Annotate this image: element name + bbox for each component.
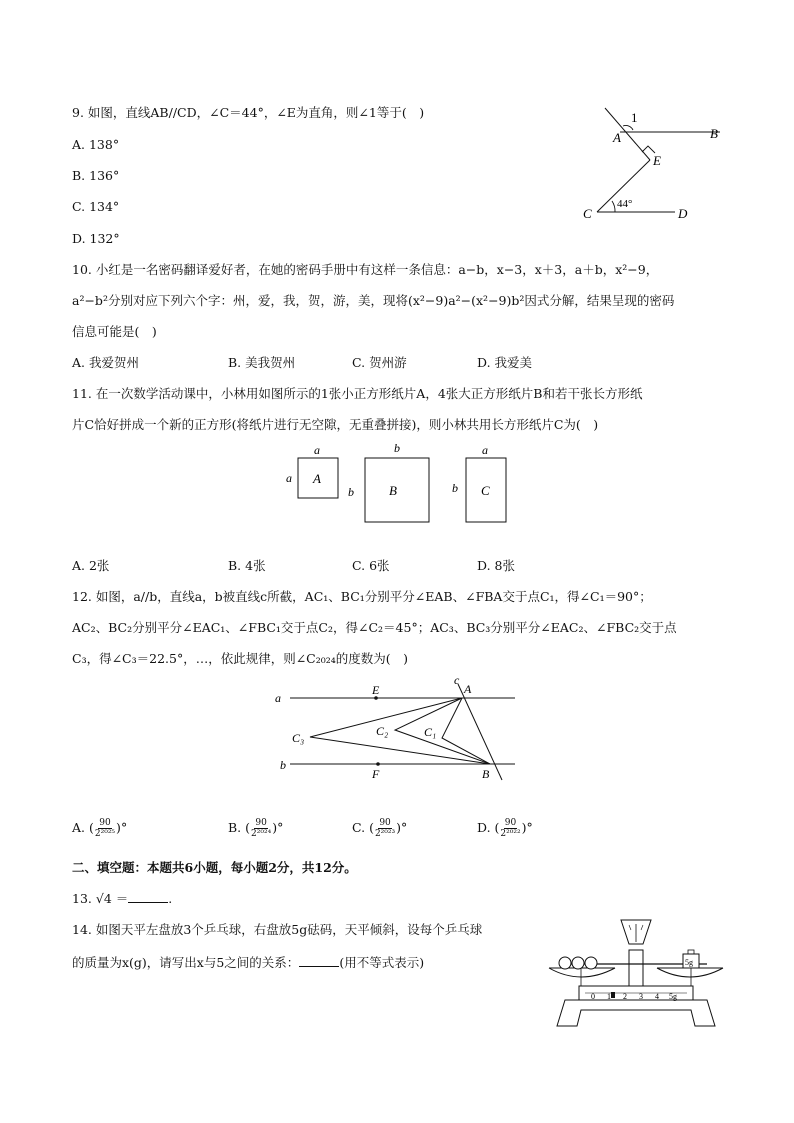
q9-option-d: D. 132° [72,231,120,246]
q9-label-c: C [583,206,592,221]
q12-line-2: AC₂、BC₂分别平分∠EAC₁、∠FBC₁交于点C₂，得∠C₂＝45°；AC₃、BC₃分别平分∠EAC₂、∠FBC₂交于点 [72,620,677,635]
q12-option-a-unit: ° [120,820,128,835]
q12-line-3: C₃，得∠C₃＝22.5°，…，依此规律，则∠C₂₀₂₄的度数为( ) [72,651,409,666]
q11-label-a-top: a [314,443,320,457]
q11-label-a-side: a [286,471,292,485]
q13-answer-blank[interactable] [128,890,168,903]
q12-figure [270,672,530,784]
q13-prefix: 13. [72,891,96,906]
q10-option-a: A. 我爱贺州 [72,355,139,370]
q12-option-d: D. ( $\frac{90}{\text{2²⁰²²}}$ )° [477,818,533,839]
q12-label-C1: C₁ [424,725,437,739]
q10-option-b: B. 美我贺州 [228,355,296,370]
q11-option-c: C. 6张 [352,558,390,573]
q12-option-b: B. ( $\frac{90}{\text{2²⁰²⁴}}$ )° [228,818,284,839]
q12-label-C2: C₂ [376,724,389,738]
q10-line-1: 10. 小红是一名密码翻译爱好者，在她的密码手册中有这样一条信息：a−b，x−3，x＋3，a＋b，x²−9， [72,262,659,277]
q11-line-2: 片C恰好拼成一个新的正方形(将纸片进行无空隙，无重叠拼接)，则小林共用长方形纸片C为( ) [72,417,599,432]
q12-option-a-num: 90 [99,818,111,828]
q14-answer-blank[interactable] [299,954,339,967]
q14-scale-2: 2 [623,992,627,1001]
q12-option-d-fraction [499,818,521,839]
q9-option-a: A. 138° [72,137,120,152]
q13-line [72,890,172,908]
q11-label-b-side: b [348,485,354,499]
q12-option-d-num: 90 [504,818,517,828]
q11-label-A: A [313,471,321,486]
q9-option-b: B. 136° [72,168,120,183]
q12-label-E: E [372,683,380,697]
q9-label-b: B [710,126,718,141]
q14-scale-4: 4 [655,992,659,1001]
q12-option-a-letter: A. [72,820,86,835]
q14-scale-0: 0 [591,992,595,1001]
q12-option-c-den: 2²⁰²³ [374,829,396,839]
q12-option-b-letter: B. [228,820,242,835]
q9-figure [575,100,725,225]
q9-label-e: E [653,153,661,168]
q10-line-2: a²−b²分别对应下列六个字：州，爱，我，贺，游，美，现将(x²−9)a²−(x²−9)b²因式分解，结果呈现的密码 [72,293,675,308]
q12-option-d-den: 2²⁰²² [500,829,521,839]
q11-label-c-side: b [452,481,458,495]
q10-option-d: D. 我爱美 [477,355,533,370]
q10-option-c: C. 贺州游 [352,355,407,370]
q12-label-c: c [454,673,460,687]
q12-option-a-den: 2²⁰²⁵ [94,829,116,839]
q12-line-1: 12. 如图，a//b，直线a，b被直线c所截，AC₁、BC₁分别平分∠EAB、∠FBA交于点C₁，得∠C₁＝90°； [72,589,652,604]
q11-option-d: D. 8张 [477,558,515,573]
q9-option-c: C. 134° [72,199,120,214]
q14-line-2-b: (用不等式表示) [339,955,425,970]
q11-line-1: 11. 在一次数学活动课中，小林用如图所示的1张小正方形纸片A，4张大正方形纸片B和若干张长方形纸 [72,386,643,401]
section-2-heading: 二、填空题：本题共6小题，每小题2分，共12分。 [72,860,357,875]
q14-scale-1: 1 [607,992,611,1001]
q14-weight-label: 5g [685,958,693,967]
q12-option-c: C. ( $\frac{90}{\text{2²⁰²³}}$ )° [352,818,408,839]
q12-option-c-letter: C. [352,820,366,835]
q12-option-c-unit: ° [401,820,408,835]
q12-option-c-num: 90 [379,818,391,828]
q12-option-b-den: 2²⁰²⁴ [251,829,272,839]
q9-text: 9. 如图，直线AB//CD，∠C＝44°，∠E为直角，则∠1等于( ) [72,105,425,120]
q12-option-c-fraction [374,818,396,839]
q14-scale-3: 3 [639,992,643,1001]
q13-expression: √4 ＝ [95,891,129,906]
q12-option-b-unit: ° [277,820,284,835]
q9-angle-label: 44° [617,198,633,210]
q12-label-C3: C₃ [292,731,305,745]
q11-figure [280,440,520,530]
q9-label-a: A [613,130,621,145]
q12-option-a: A. ( $\frac{90}{\text{2²⁰²⁵}}$ )° [72,818,128,839]
q12-option-b-fraction [250,818,272,839]
q9-label-1: 1 [631,110,638,125]
q11-label-B: B [389,483,397,498]
q14-line-2 [72,954,424,972]
q11-option-a: A. 2张 [72,558,110,573]
q14-scale-5g: 5g [669,992,677,1001]
q11-label-c-top: a [482,443,488,457]
q12-label-A: A [464,682,472,696]
q14-line-1: 14. 如图天平左盘放3个乒乓球，右盘放5g砝码，天平倾斜，设每个乒乓球 [72,922,483,937]
q12-label-B: B [482,767,490,781]
q13-suffix: . [168,891,173,906]
q14-line-2-a: 的质量为x(g)，请写出x与5之间的关系： [72,955,300,970]
q12-label-b: b [280,758,286,772]
q10-line-3: 信息可能是( ) [72,324,157,339]
q14-balance-figure [545,914,727,1032]
q12-label-a: a [275,691,281,705]
q9-label-d: D [678,206,688,221]
q11-label-b-top: b [394,441,400,455]
q12-option-d-letter: D. [477,820,491,835]
q12-option-a-fraction [94,818,116,839]
q12-option-b-num: 90 [255,818,267,828]
q12-label-F: F [372,767,380,781]
q12-option-d-unit: ° [526,820,533,835]
q11-label-C: C [481,483,490,498]
q11-option-b: B. 4张 [228,558,266,573]
